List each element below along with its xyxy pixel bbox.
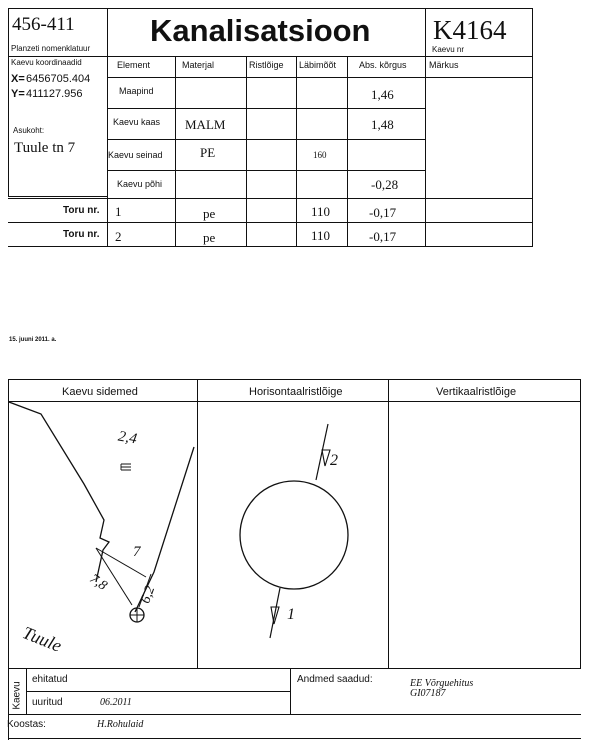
footer-side-label: Kaevu (11, 681, 23, 710)
row-material-value: PE (200, 145, 216, 160)
sketch-dim-right: 6,2 (138, 584, 159, 606)
sketch-dim-top: 2,4 (116, 428, 139, 448)
pipe-diameter: 110 (311, 228, 331, 243)
section-title-sidemed: Kaevu sidemed (62, 386, 138, 398)
row-diameter-value: 160 (313, 150, 327, 160)
pipe-label: Toru nr. (63, 229, 100, 240)
coords-label: Kaevu koordinaadid (11, 58, 82, 67)
data-source-value: EE Võrguehitus (410, 678, 474, 689)
pipe-number: 1 (115, 204, 122, 219)
pipe-height: -0,17 (369, 229, 397, 244)
col-header-element: Element (117, 60, 151, 70)
sketch-dim-left: 7,8 (86, 571, 110, 594)
col-header-notes: Märkus (429, 60, 459, 70)
sketch-street-label: Tuule (19, 622, 65, 656)
pipe-height: -0,17 (369, 205, 397, 220)
location-value: Tuule tn 7 (14, 140, 76, 156)
row-element-label: Kaevu seinad (108, 150, 163, 160)
sheet-code: 456-411 (12, 14, 75, 35)
row-element-label: Maapind (119, 86, 154, 96)
surveyed-value: 06.2011 (100, 697, 132, 708)
row-height-value: -0,28 (371, 177, 399, 192)
row-height-value: 1,46 (371, 87, 394, 102)
row-element-label: Kaevu põhi (117, 179, 163, 189)
section-title-horizontal: Horisontaalristlõige (249, 386, 343, 398)
surveyed-label: uuritud (32, 697, 63, 708)
document-date: 15. juuni 2011. a. (9, 337, 57, 343)
row-element-label: Kaevu kaas (113, 117, 161, 127)
row-material-value: MALM (185, 117, 226, 132)
well-number-label: Kaevu nr (432, 45, 465, 54)
col-header-material: Materjal (182, 60, 215, 70)
y-value: 411127.956 (26, 88, 83, 100)
section-title-vertical: Vertikaalristlõige (436, 386, 517, 398)
data-source-label: Andmed saadud: (297, 674, 373, 685)
page-title: Kanalisatsioon (150, 13, 371, 48)
compiled-value: H.Rohulaid (97, 719, 144, 730)
data-source-code: GI07187 (410, 688, 446, 699)
compiled-label: Koostas: (7, 719, 46, 730)
col-header-diameter: Läbimõõt (299, 60, 337, 70)
built-label: ehitatud (32, 674, 68, 685)
pipe-material: pe (203, 230, 216, 245)
row-height-value: 1,48 (371, 117, 394, 132)
x-value: 6456705.404 (26, 73, 91, 85)
location-label: Asukoht: (13, 126, 45, 135)
pipe-1-label: 1 (287, 606, 295, 623)
pipe-material: pe (203, 206, 216, 221)
well-number: K4164 (433, 15, 507, 45)
col-header-height: Abs. kõrgus (359, 60, 407, 70)
pipe-diameter: 110 (311, 204, 331, 219)
pipe-number: 2 (115, 229, 122, 244)
pipe-2-label: 2 (330, 452, 338, 469)
sketch-dim-mid: 7 (133, 544, 141, 560)
y-label: Y= (11, 88, 25, 100)
pipe-label: Toru nr. (63, 205, 100, 216)
horizontal-section-drawing (198, 402, 388, 668)
col-header-cross: Ristlõige (249, 60, 284, 70)
x-label: X= (11, 73, 25, 85)
sheet-code-label: Planzeti nomenklatuur (11, 44, 91, 53)
